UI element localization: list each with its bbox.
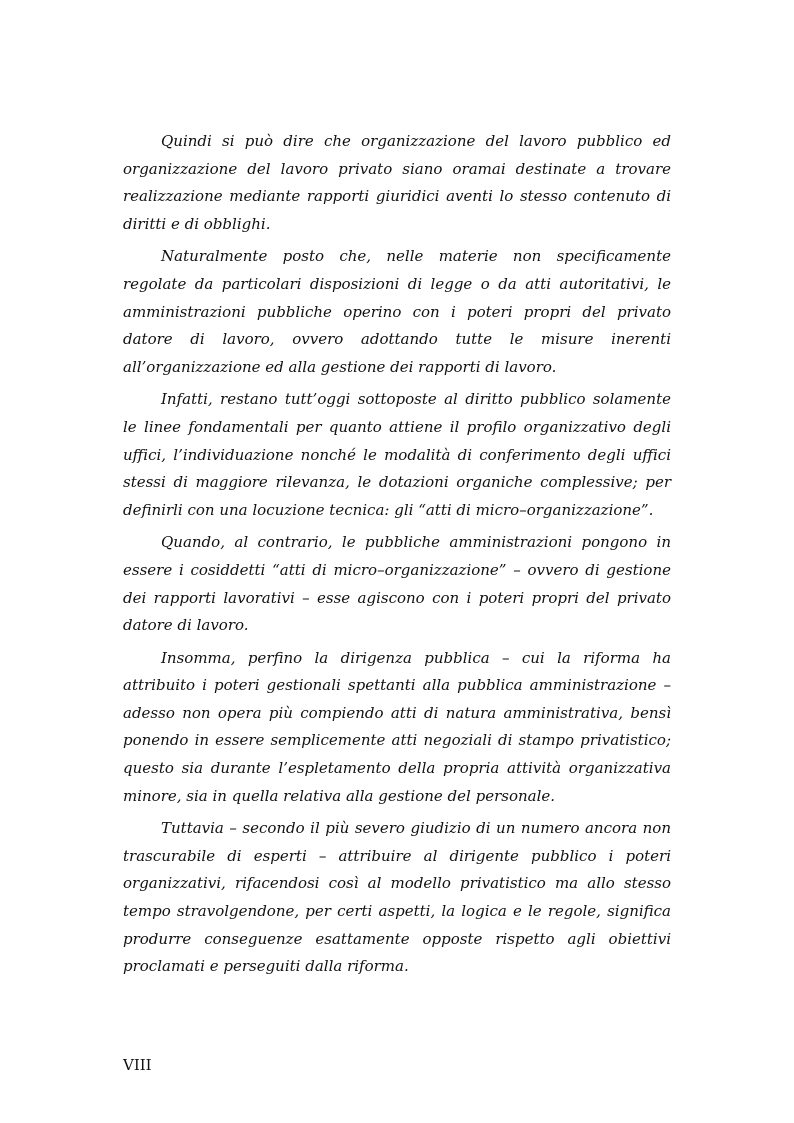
body-text bbox=[123, 128, 671, 986]
paragraph-2: Naturalmente posto che, nelle materie non specificamente regolate da particolari disposizioni di legge o da atti autoritativi, le amministrazioni pubbliche operino con i poteri propri del privato datore di lavoro, ovvero adottando tutte le misure inerenti all’organizzazione ed alla gestione dei rapporti di lavoro. bbox=[123, 247, 671, 376]
paragraph-1: Quindi si può dire che organizzazione del lavoro pubblico ed organizzazione del lavoro privato siano oramai destinate a trovare realizzazione mediante rapporti giuridici aventi lo stesso contenuto di diritti e di obblighi. bbox=[123, 132, 671, 233]
page-number: VIII bbox=[123, 1056, 152, 1074]
paragraph-4: Quando, al contrario, le pubbliche amministrazioni pongono in essere i cosiddetti “atti di micro–organizzazione” – ovvero di gestione dei rapporti lavorativi – esse agiscono con i poteri propri del privato datore di lavoro. bbox=[123, 533, 671, 635]
paragraph-5: Insomma, perfino la dirigenza pubblica – cui la riforma ha attribuito i poteri gestionali spettanti alla pubblica amministrazione – adesso non opera più compiendo atti di natura amministrativa, bensì ponendo in essere semplicemente atti negoziali di stampo privatistico; questo sia durante l’espletamento della propria attività organizzativa minore, sia in quella relativa alla gestione del personale. bbox=[123, 648, 671, 805]
paragraph-6: Tuttavia – secondo il più severo giudizio di un numero ancora non trascurabile di esperti – attribuire al dirigente pubblico i poteri organizzativi, rifacendosi così al modello privatistico ma allo stesso tempo stravolgendone, per certi aspetti, la logica e le regole, significa produrre conseguenze esattamente opposte rispetto agli obiettivi proclamati e perseguiti dalla riforma. bbox=[123, 819, 671, 976]
paragraph-3: Infatti, restano tutt’oggi sottoposte al diritto pubblico solamente le linee fondamentali per quanto attiene il profilo organizzativo degli uffici, l’individuazione nonché le modalità di conferimento degli uffici stessi di maggiore rilevanza, le dotazioni organiche complessive; per definirli con una locuzione tecnica: gli “atti di micro–organizzazione”. bbox=[123, 390, 671, 519]
